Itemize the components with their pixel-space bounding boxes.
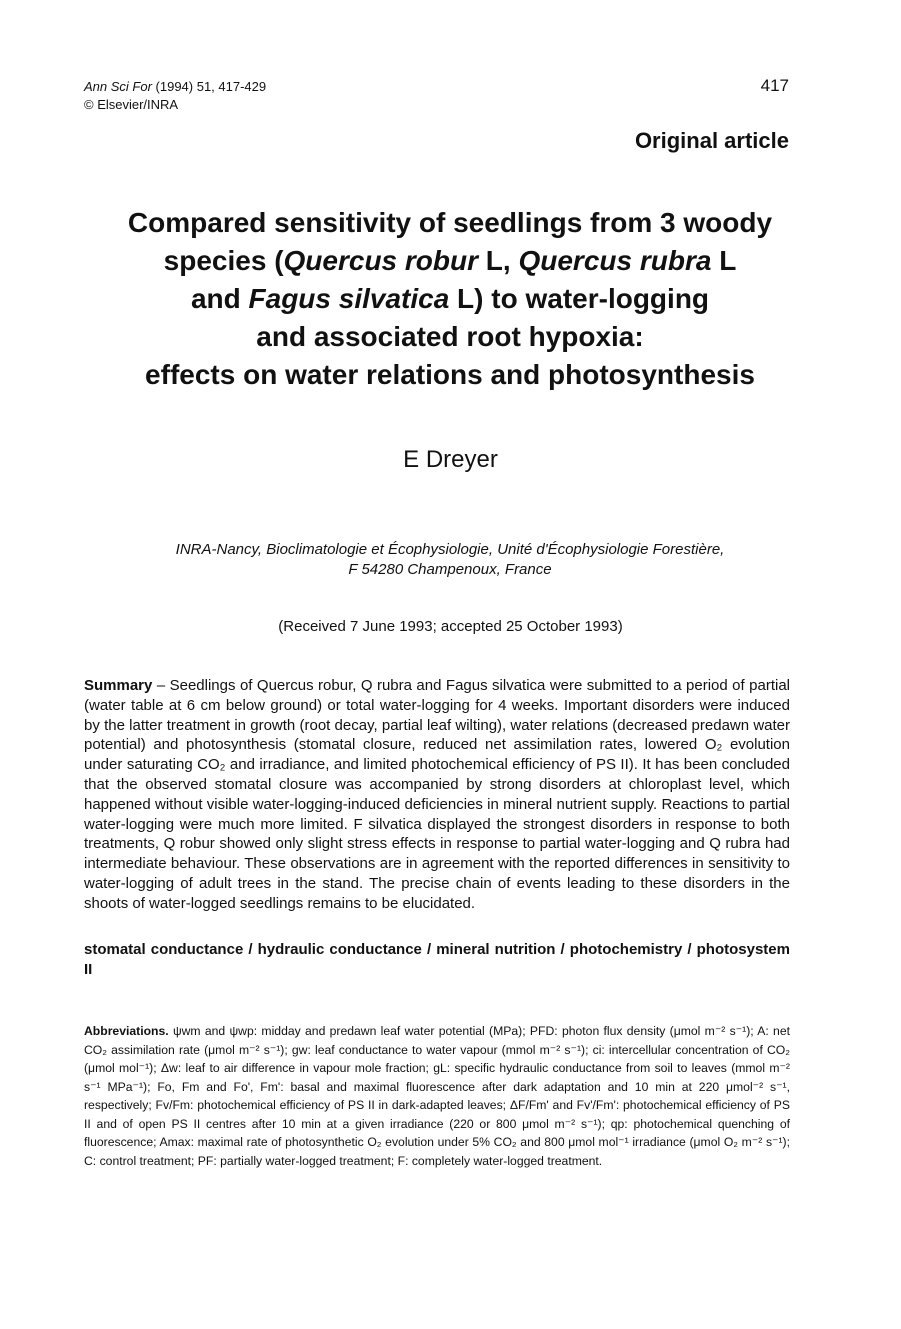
title-line-3: and Fagus silvatica L) to water-logging bbox=[190, 283, 710, 314]
author: E Dreyer bbox=[403, 446, 498, 473]
abbreviations-text: ψwm and ψwp: midday and predawn leaf water potential (MPa); PFD: photon flux density (μmol m⁻² s⁻¹); A: net CO₂ assimilation rate (μmol m⁻² s⁻¹); gw: leaf conductance to water vapour (mmol m⁻² s⁻¹); ci: intercellular concentration of CO₂ (μmol mol⁻¹); Δw: leaf to air difference in vapour mole fraction; gL: specific hydraulic conductance from soil to leaves (mmol m⁻² s⁻¹ MPa⁻¹); Fo, Fm and Fo', Fm': basal and maximal fluorescence after dark adaptation and 10 min at 220 μmol⁻² s⁻¹, respectively; Fv/Fm: photochemical efficiency of PS II in dark-adapted leaves; ΔF/Fm' and Fv'/Fm': photochemical efficiency of PS II and of open PS II centres after 10 min at a given irradiance (220 or 800 μmol m⁻² s⁻¹); qp: photochemical quenching of fluorescence; Amax: maximal rate of photosynthetic O₂ evolution under 5% CO₂ and 800 μmol mol⁻¹ irradiance (μmol O₂ m⁻² s⁻¹); C: control treatment; PF: partially water-logged treatment; F: completely water-logged treatment. bbox=[84, 1024, 790, 1168]
article-type: Original article bbox=[634, 128, 789, 153]
title-line-1: Compared sensitivity of seedlings from 3 woody bbox=[127, 207, 773, 238]
article-title bbox=[60, 204, 840, 394]
summary-label: Summary bbox=[84, 677, 153, 694]
title-line-5: effects on water relations and photosynthesis bbox=[145, 359, 755, 390]
journal-source: Ann Sci For bbox=[84, 79, 152, 94]
title-line-4: and associated root hypoxia: bbox=[256, 321, 644, 352]
page-number: 417 bbox=[760, 76, 789, 95]
affiliation bbox=[90, 540, 810, 580]
affiliation-line-1: INRA-Nancy, Bioclimatologie et Écophysiologie, Unité d'Écophysiologie Forestière, bbox=[175, 541, 725, 558]
journal-volume: (1994) 51, 417-429 bbox=[151, 79, 267, 94]
summary-text: – Seedlings of Quercus robur, Q rubra and Fagus silvatica were submitted to a period of partial (water table at 6 cm below ground) or total water-logging for 4 weeks. Important disorders were induced by the latter treatment in growth (root decay, partial leaf wilting), water relations (decreased predawn water potential) and photosynthesis (stomatal closure, reduced net assimilation rates, lowered O₂ evolution under saturating CO₂ and irradiance, and limited photochemical efficiency of PS II). It has been concluded that the observed stomatal closure was accompanied by strong disorders at chloroplast level, which happened without visible water-logging-induced deficiencies in mineral nutrient supply. Reactions to partial water-logging were much more limited. F silvatica displayed the strongest disorders in response to both treatments, Q robur showed only slight stress effects in response to partial water-logging and Q rubra had intermediate behaviour. These observations are in agreement with the reported differences in sensitivity to water-logging of adult trees in the stand. The precise chain of events leading to these disorders in the shoots of water-logged seedlings remains to be elucidated. bbox=[84, 677, 790, 912]
affiliation-line-2: F 54280 Champenoux, France bbox=[348, 561, 552, 578]
keywords: stomatal conductance / hydraulic conductance / mineral nutrition / photochemistry / photosystem II bbox=[84, 941, 790, 978]
journal-citation bbox=[84, 78, 266, 114]
abbreviations-label: Abbreviations. bbox=[84, 1024, 169, 1038]
summary bbox=[84, 676, 790, 914]
title-line-2: species (Quercus robur L, Quercus rubra L bbox=[163, 245, 737, 276]
publisher: © Elsevier/INRA bbox=[84, 97, 179, 112]
abbreviations bbox=[84, 1022, 790, 1170]
received-dates: (Received 7 June 1993; accepted 25 October 1993) bbox=[278, 618, 623, 635]
